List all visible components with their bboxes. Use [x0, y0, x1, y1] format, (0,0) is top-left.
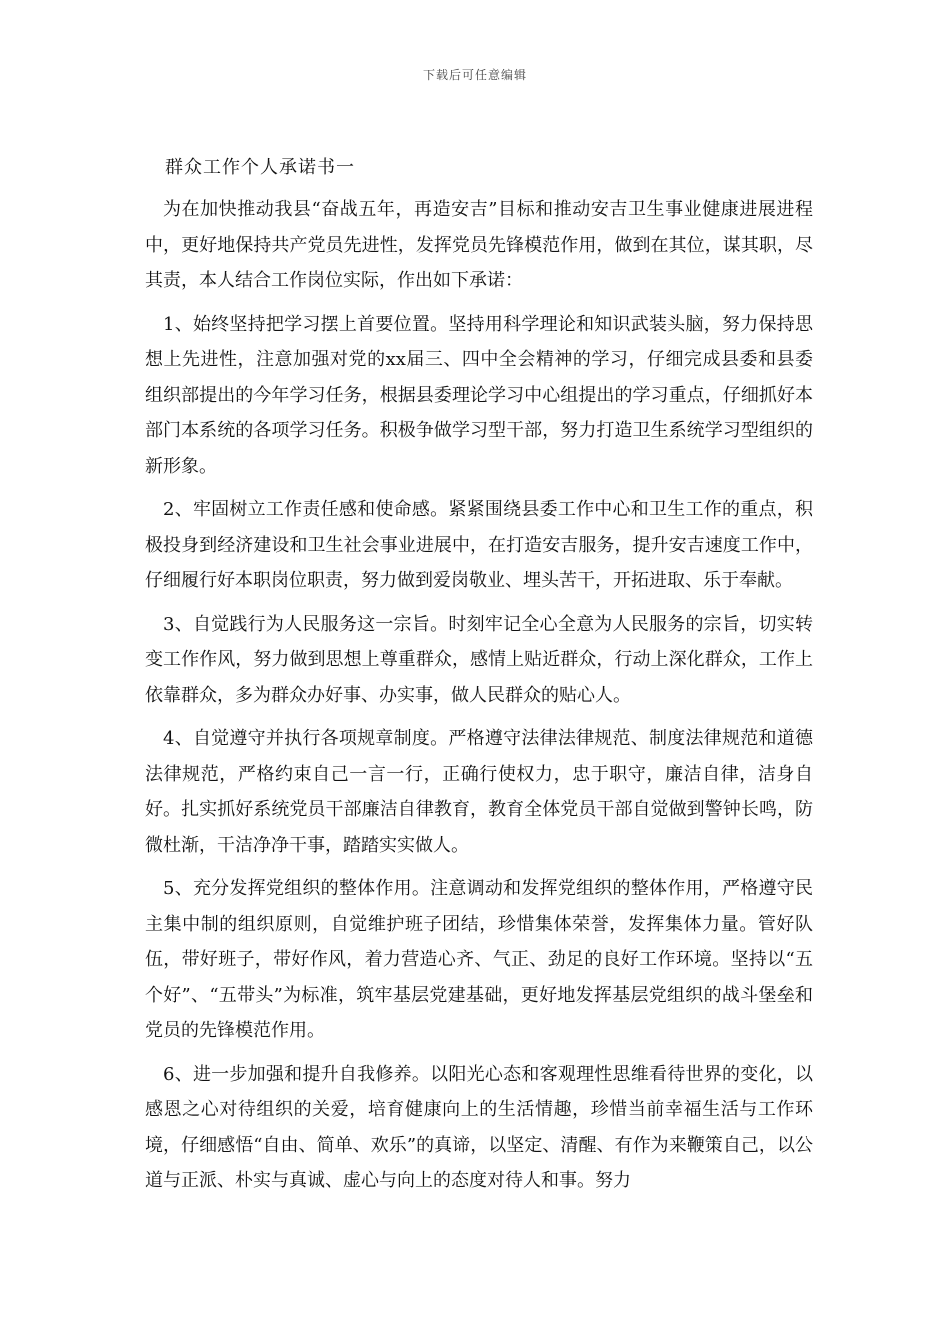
paragraph-intro: 为在加快推动我县“奋战五年，再造安吉”目标和推动安吉卫生事业健康进展进程中，更好地保持共产党员先进性，发挥党员先锋模范作用，做到在其位，谋其职，尽其责，本人结合工作岗位实际，作出如下承诺： — [145, 199, 813, 291]
document-body — [145, 192, 813, 1207]
header-note: 下载后可任意编辑 — [422, 68, 527, 82]
paragraph-4: 4、自觉遵守并执行各项规章制度。严格遵守法律法律规范、制度法律规范和道德法律规范，严格约束自己一言一行，正确行使权力，忠于职守，廉洁自律，洁身自好。扎实抓好系统党员干部廉洁自律教育，教育全体党员干部自觉做到警钟长鸣，防微杜渐，干洁净净干事，踏踏实实做人。 — [145, 728, 813, 856]
paragraph-5: 5、充分发挥党组织的整体作用。注意调动和发挥党组织的整体作用，严格遵守民主集中制的组织原则，自觉维护班子团结，珍惜集体荣誉，发挥集体力量。管好队伍，带好班子，带好作风，着力营造心齐、气正、劲足的良好工作环境。坚持以“五个好”、“五带头”为标准，筑牢基层党建基础，更好地发挥基层党组织的战斗堡垒和党员的先锋模范作用。 — [145, 878, 813, 1041]
paragraph-6: 6、进一步加强和提升自我修养。以阳光心态和客观理性思维看待世界的变化，以感恩之心对待组织的关爱，培育健康向上的生活情趣，珍惜当前幸福生活与工作环境，仔细感悟“自由、简单、欢乐”的真谛，以坚定、清醒、有作为来鞭策自己，以公道与正派、朴实与真诚、虚心与向上的态度对待人和事。努力 — [145, 1063, 813, 1191]
paragraph-3: 3、自觉践行为人民服务这一宗旨。时刻牢记全心全意为人民服务的宗旨，切实转变工作作风，努力做到思想上尊重群众，感情上贴近群众，行动上深化群众，工作上依靠群众，多为群众办好事、办实事，做人民群众的贴心人。 — [145, 613, 813, 706]
paragraph-1: 1、始终坚持把学习摆上首要位置。坚持用科学理论和知识武装头脑，努力保持思想上先进性，注意加强对党的xx届三、四中全会精神的学习，仔细完成县委和县委组织部提出的今年学习任务，根据县委理论学习中心组提出的学习重点，仔细抓好本部门本系统的各项学习任务。积极争做学习型干部，努力打造卫生系统学习型组织的新形象。 — [145, 313, 813, 477]
paragraph-2: 2、牢固树立工作责任感和使命感。紧紧围绕县委工作中心和卫生工作的重点，积极投身到经济建设和卫生社会事业进展中，在打造安吉服务，提升安吉速度工作中，仔细履行好本职岗位职责，努力做到爱岗敬业、埋头苦干，开拓进取、乐于奉献。 — [145, 499, 813, 591]
document-title: 群众工作个人承诺书一 — [165, 157, 355, 178]
